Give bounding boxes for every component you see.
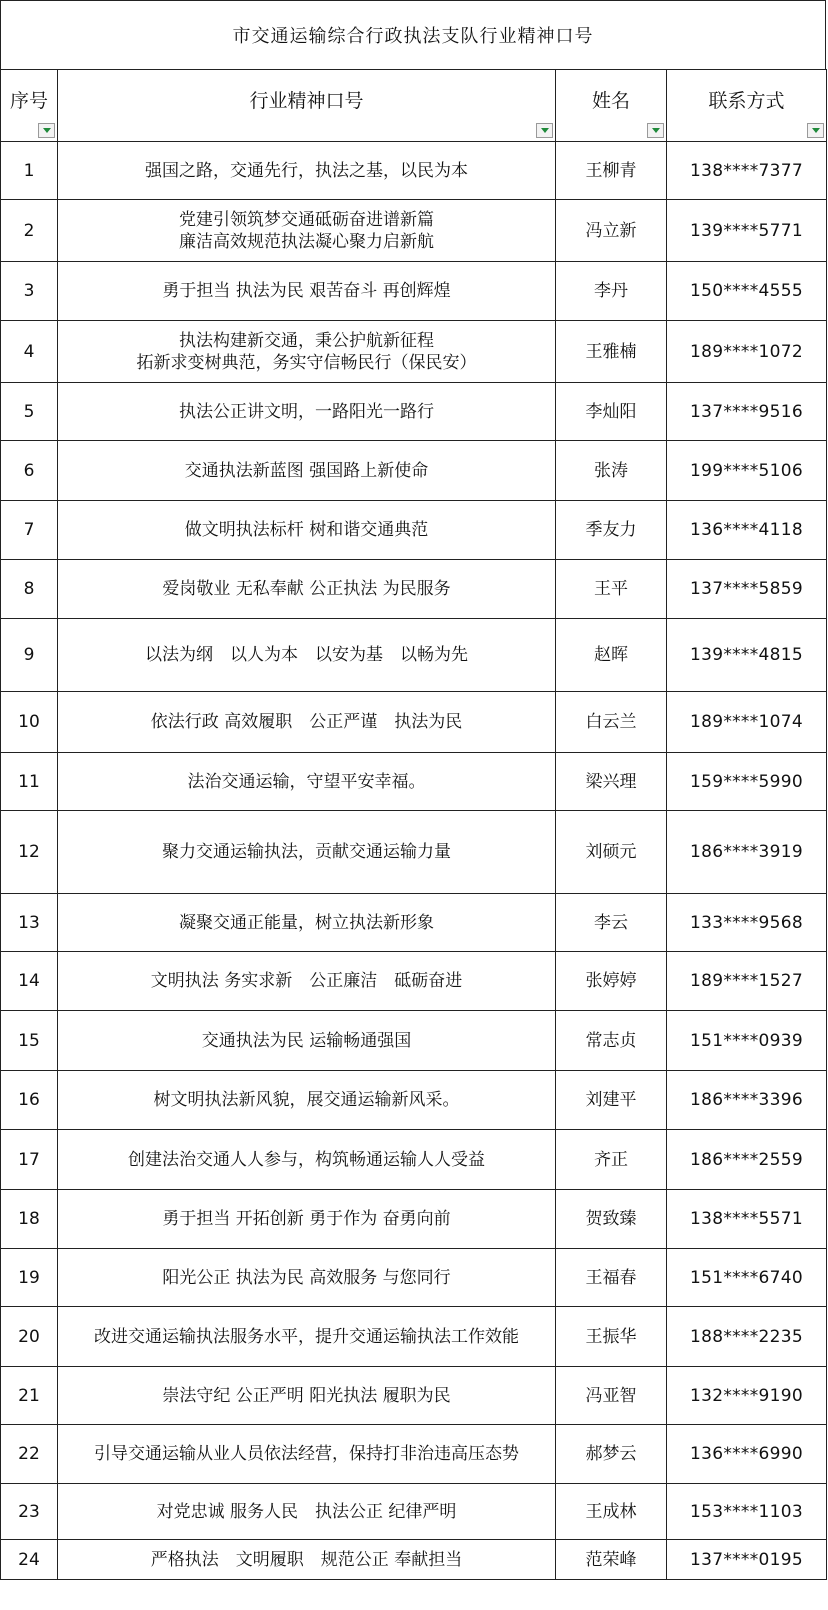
cell-slogan[interactable]: 依法行政 高效履职 公正严谨 执法为民 bbox=[58, 692, 556, 753]
header-no-label: 序号 bbox=[9, 89, 48, 112]
cell-phone[interactable]: 186****2559 bbox=[667, 1130, 827, 1190]
cell-no[interactable]: 17 bbox=[1, 1130, 58, 1190]
cell-no[interactable]: 11 bbox=[1, 753, 58, 811]
cell-no[interactable]: 5 bbox=[1, 383, 58, 441]
cell-name[interactable]: 冯立新 bbox=[556, 200, 667, 262]
header-phone bbox=[667, 70, 827, 142]
table-row bbox=[1, 1425, 827, 1484]
cell-no[interactable]: 22 bbox=[1, 1425, 58, 1484]
cell-name[interactable]: 王柳青 bbox=[556, 142, 667, 200]
cell-no[interactable]: 15 bbox=[1, 1011, 58, 1071]
cell-no[interactable]: 12 bbox=[1, 811, 58, 894]
cell-phone[interactable]: 139****4815 bbox=[667, 619, 827, 692]
cell-name[interactable]: 季友力 bbox=[556, 501, 667, 560]
table-row bbox=[1, 1307, 827, 1367]
cell-slogan[interactable]: 勇于担当 执法为民 艰苦奋斗 再创辉煌 bbox=[58, 262, 556, 321]
table-row bbox=[1, 1367, 827, 1425]
cell-slogan[interactable]: 树文明执法新风貌，展交通运输新风采。 bbox=[58, 1071, 556, 1130]
cell-name[interactable]: 赵晖 bbox=[556, 619, 667, 692]
cell-slogan[interactable]: 严格执法 文明履职 规范公正 奉献担当 bbox=[58, 1540, 556, 1580]
cell-phone[interactable]: 137****9516 bbox=[667, 383, 827, 441]
cell-phone[interactable]: 132****9190 bbox=[667, 1367, 827, 1425]
cell-no[interactable]: 2 bbox=[1, 200, 58, 262]
cell-phone[interactable]: 159****5990 bbox=[667, 753, 827, 811]
sheet-title: 市交通运输综合行政执法支队行业精神口号 bbox=[0, 0, 826, 70]
cell-phone[interactable]: 189****1074 bbox=[667, 692, 827, 753]
cell-phone[interactable]: 136****6990 bbox=[667, 1425, 827, 1484]
cell-no[interactable]: 1 bbox=[1, 142, 58, 200]
cell-slogan[interactable]: 引导交通运输从业人员依法经营，保持打非治违高压态势 bbox=[58, 1425, 556, 1484]
cell-slogan[interactable]: 执法公正讲文明，一路阳光一路行 bbox=[58, 383, 556, 441]
table-row bbox=[1, 383, 827, 441]
cell-name[interactable]: 王雅楠 bbox=[556, 321, 667, 383]
table-row bbox=[1, 753, 827, 811]
filter-dropdown-icon[interactable] bbox=[807, 123, 824, 138]
table-row bbox=[1, 811, 827, 894]
cell-phone[interactable]: 189****1072 bbox=[667, 321, 827, 383]
cell-name[interactable]: 张婷婷 bbox=[556, 952, 667, 1011]
header-row bbox=[1, 70, 827, 142]
cell-no[interactable]: 16 bbox=[1, 1071, 58, 1130]
cell-no[interactable]: 24 bbox=[1, 1540, 58, 1580]
filter-dropdown-icon[interactable] bbox=[38, 123, 55, 138]
cell-name[interactable]: 梁兴理 bbox=[556, 753, 667, 811]
table-row bbox=[1, 619, 827, 692]
cell-phone[interactable]: 199****5106 bbox=[667, 441, 827, 501]
cell-phone[interactable]: 188****2235 bbox=[667, 1307, 827, 1367]
cell-slogan[interactable]: 做文明执法标杆 树和谐交通典范 bbox=[58, 501, 556, 560]
filter-dropdown-icon[interactable] bbox=[647, 123, 664, 138]
cell-no[interactable]: 10 bbox=[1, 692, 58, 753]
cell-no[interactable]: 14 bbox=[1, 952, 58, 1011]
cell-name[interactable]: 贺致臻 bbox=[556, 1190, 667, 1249]
cell-no[interactable]: 3 bbox=[1, 262, 58, 321]
cell-no[interactable]: 23 bbox=[1, 1484, 58, 1540]
table-row bbox=[1, 1484, 827, 1540]
slogan-table bbox=[0, 69, 827, 1580]
cell-phone[interactable]: 133****9568 bbox=[667, 894, 827, 952]
table-row bbox=[1, 692, 827, 753]
cell-slogan[interactable]: 执法构建新交通，秉公护航新征程 拓新求变树典范，务实守信畅民行（保民安） bbox=[58, 321, 556, 383]
table-row bbox=[1, 560, 827, 619]
cell-slogan[interactable]: 法治交通运输，守望平安幸福。 bbox=[58, 753, 556, 811]
cell-slogan[interactable]: 改进交通运输执法服务水平，提升交通运输执法工作效能 bbox=[58, 1307, 556, 1367]
cell-name[interactable]: 王福春 bbox=[556, 1249, 667, 1307]
cell-slogan[interactable]: 交通执法为民 运输畅通强国 bbox=[58, 1011, 556, 1071]
cell-phone[interactable]: 151****0939 bbox=[667, 1011, 827, 1071]
cell-name[interactable]: 齐正 bbox=[556, 1130, 667, 1190]
cell-phone[interactable]: 137****0195 bbox=[667, 1540, 827, 1580]
cell-phone[interactable]: 153****1103 bbox=[667, 1484, 827, 1540]
cell-name[interactable]: 刘硕元 bbox=[556, 811, 667, 894]
cell-no[interactable]: 18 bbox=[1, 1190, 58, 1249]
table-row bbox=[1, 441, 827, 501]
header-name-label: 姓名 bbox=[591, 89, 630, 112]
cell-name[interactable]: 张涛 bbox=[556, 441, 667, 501]
cell-name[interactable]: 李灿阳 bbox=[556, 383, 667, 441]
cell-name[interactable]: 郝梦云 bbox=[556, 1425, 667, 1484]
table-row bbox=[1, 321, 827, 383]
cell-slogan[interactable]: 文明执法 务实求新 公正廉洁 砥砺奋进 bbox=[58, 952, 556, 1011]
cell-no[interactable]: 21 bbox=[1, 1367, 58, 1425]
table-row bbox=[1, 894, 827, 952]
header-phone-label: 联系方式 bbox=[708, 89, 785, 112]
cell-slogan[interactable]: 凝聚交通正能量，树立执法新形象 bbox=[58, 894, 556, 952]
cell-slogan[interactable]: 创建法治交通人人参与，构筑畅通运输人人受益 bbox=[58, 1130, 556, 1190]
cell-name[interactable]: 李云 bbox=[556, 894, 667, 952]
cell-name[interactable]: 王成林 bbox=[556, 1484, 667, 1540]
cell-no[interactable]: 8 bbox=[1, 560, 58, 619]
cell-slogan[interactable]: 聚力交通运输执法，贡献交通运输力量 bbox=[58, 811, 556, 894]
cell-no[interactable]: 9 bbox=[1, 619, 58, 692]
table-row bbox=[1, 262, 827, 321]
table-row bbox=[1, 1130, 827, 1190]
cell-name[interactable]: 刘建平 bbox=[556, 1071, 667, 1130]
filter-dropdown-icon[interactable] bbox=[536, 123, 553, 138]
cell-name[interactable]: 范荣峰 bbox=[556, 1540, 667, 1580]
table-row bbox=[1, 952, 827, 1011]
cell-slogan[interactable]: 强国之路，交通先行，执法之基，以民为本 bbox=[58, 142, 556, 200]
cell-slogan[interactable]: 以法为纲 以人为本 以安为基 以畅为先 bbox=[58, 619, 556, 692]
cell-phone[interactable]: 186****3919 bbox=[667, 811, 827, 894]
cell-name[interactable]: 白云兰 bbox=[556, 692, 667, 753]
cell-name[interactable]: 王振华 bbox=[556, 1307, 667, 1367]
cell-slogan[interactable]: 阳光公正 执法为民 高效服务 与您同行 bbox=[58, 1249, 556, 1307]
table-row bbox=[1, 1011, 827, 1071]
table-row bbox=[1, 501, 827, 560]
cell-slogan[interactable]: 党建引领筑梦交通砥砺奋进谱新篇 廉洁高效规范执法凝心聚力启新航 bbox=[58, 200, 556, 262]
cell-phone[interactable]: 136****4118 bbox=[667, 501, 827, 560]
header-no bbox=[1, 70, 58, 142]
cell-no[interactable]: 4 bbox=[1, 321, 58, 383]
cell-phone[interactable]: 139****5771 bbox=[667, 200, 827, 262]
cell-phone[interactable]: 151****6740 bbox=[667, 1249, 827, 1307]
cell-slogan[interactable]: 勇于担当 开拓创新 勇于作为 奋勇向前 bbox=[58, 1190, 556, 1249]
cell-name[interactable]: 常志贞 bbox=[556, 1011, 667, 1071]
cell-name[interactable]: 李丹 bbox=[556, 262, 667, 321]
header-name bbox=[556, 70, 667, 142]
table-row bbox=[1, 200, 827, 262]
cell-no[interactable]: 19 bbox=[1, 1249, 58, 1307]
cell-phone[interactable]: 138****5571 bbox=[667, 1190, 827, 1249]
table-row bbox=[1, 1249, 827, 1307]
cell-slogan[interactable]: 交通执法新蓝图 强国路上新使命 bbox=[58, 441, 556, 501]
cell-name[interactable]: 冯亚智 bbox=[556, 1367, 667, 1425]
cell-no[interactable]: 7 bbox=[1, 501, 58, 560]
table-row bbox=[1, 1071, 827, 1130]
table-row bbox=[1, 142, 827, 200]
cell-slogan[interactable]: 崇法守纪 公正严明 阳光执法 履职为民 bbox=[58, 1367, 556, 1425]
cell-no[interactable]: 6 bbox=[1, 441, 58, 501]
cell-no[interactable]: 13 bbox=[1, 894, 58, 952]
header-slogan-label: 行业精神口号 bbox=[249, 89, 364, 112]
cell-phone[interactable]: 138****7377 bbox=[667, 142, 827, 200]
table-row bbox=[1, 1540, 827, 1580]
cell-phone[interactable]: 150****4555 bbox=[667, 262, 827, 321]
header-slogan bbox=[58, 70, 556, 142]
cell-slogan[interactable]: 爱岗敬业 无私奉献 公正执法 为民服务 bbox=[58, 560, 556, 619]
cell-no[interactable]: 20 bbox=[1, 1307, 58, 1367]
table-row bbox=[1, 1190, 827, 1249]
cell-phone[interactable]: 137****5859 bbox=[667, 560, 827, 619]
cell-name[interactable]: 王平 bbox=[556, 560, 667, 619]
cell-phone[interactable]: 189****1527 bbox=[667, 952, 827, 1011]
cell-phone[interactable]: 186****3396 bbox=[667, 1071, 827, 1130]
cell-slogan[interactable]: 对党忠诚 服务人民 执法公正 纪律严明 bbox=[58, 1484, 556, 1540]
